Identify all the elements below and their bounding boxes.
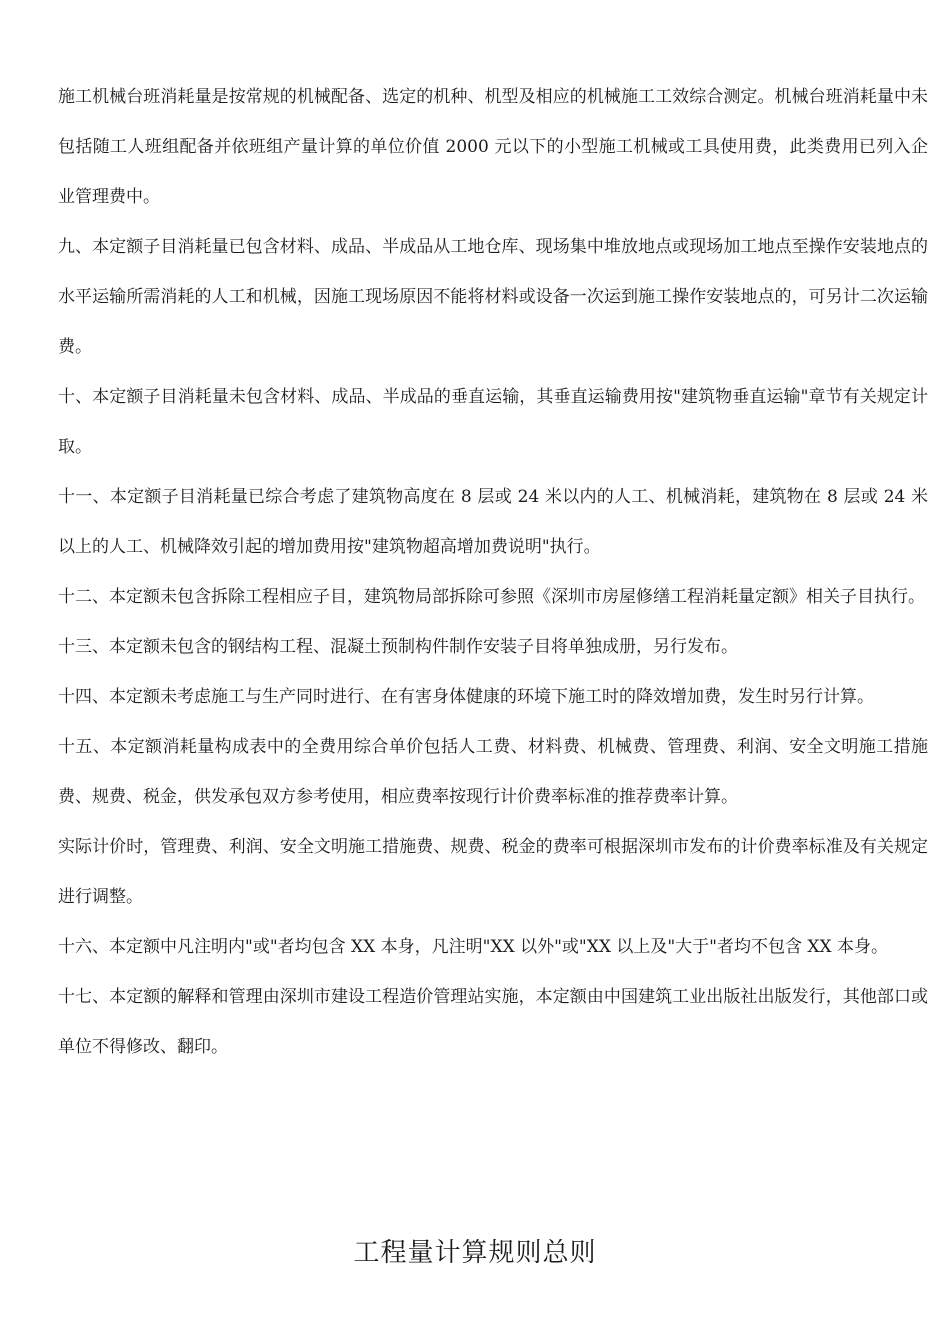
paragraph-item-13: 十三、本定额未包含的钢结构工程、混凝土预制构件制作安装子目将单独成册，另行发布。 [58, 637, 738, 657]
paragraph-item-11: 十一、本定额子目消耗量已综合考虑了建筑物高度在 8 层或 24 米以内的人工、机械消耗，建筑物在 8 层或 24 米以上的人工、机械降效引起的增加费用按"建筑物超高增加费说明"执行。 [58, 487, 928, 557]
paragraph-item-9: 九、本定额子目消耗量已包含材料、成品、半成品从工地仓库、现场集中堆放地点或现场加工地点至操作安装地点的水平运输所需消耗的人工和机械，因施工现场原因不能将材料或设备一次运到施工操作安装地点的，可另计二次运输费。 [58, 237, 928, 357]
document-body [58, 72, 928, 1072]
paragraph-item-15: 十五、本定额消耗量构成表中的全费用综合单价包括人工费、材料费、机械费、管理费、利润、安全文明施工措施费、规费、税金，供发承包双方参考使用，相应费率按现行计价费率标准的推荐费率计算。 [58, 737, 928, 807]
paragraph-item-15-note: 实际计价时，管理费、利润、安全文明施工措施费、规费、税金的费率可根据深圳市发布的计价费率标准及有关规定进行调整。 [58, 837, 928, 907]
paragraph-item-16: 十六、本定额中凡注明内"或"者均包含 XX 本身，凡注明"XX 以外"或"XX 以上及"大于"者均不包含 XX 本身。 [58, 937, 888, 957]
paragraph-item-12: 十二、本定额未包含拆除工程相应子目，建筑物局部拆除可参照《深圳市房屋修缮工程消耗量定额》相关子目执行。 [58, 587, 925, 607]
paragraph-item-10: 十、本定额子目消耗量未包含材料、成品、半成品的垂直运输，其垂直运输费用按"建筑物垂直运输"章节有关规定计取。 [58, 387, 928, 457]
paragraph-machinery-consumption: 施工机械台班消耗量是按常规的机械配备、选定的机种、机型及相应的机械施工工效综合测定。机械台班消耗量中未包括随工人班组配备并依班组产量计算的单位价值 2000 元以下的小型施工机械或工具使用费，此类费用已列入企业管理费中。 [58, 87, 928, 207]
section-title: 工程量计算规则总则 [353, 1238, 597, 1268]
paragraph-item-17: 十七、本定额的解释和管理由深圳市建设工程造价管理站实施，本定额由中国建筑工业出版社出版发行，其他部口或单位不得修改、翻印。 [58, 987, 928, 1057]
paragraph-item-14: 十四、本定额未考虑施工与生产同时进行、在有害身体健康的环境下施工时的降效增加费，发生时另行计算。 [58, 687, 874, 707]
